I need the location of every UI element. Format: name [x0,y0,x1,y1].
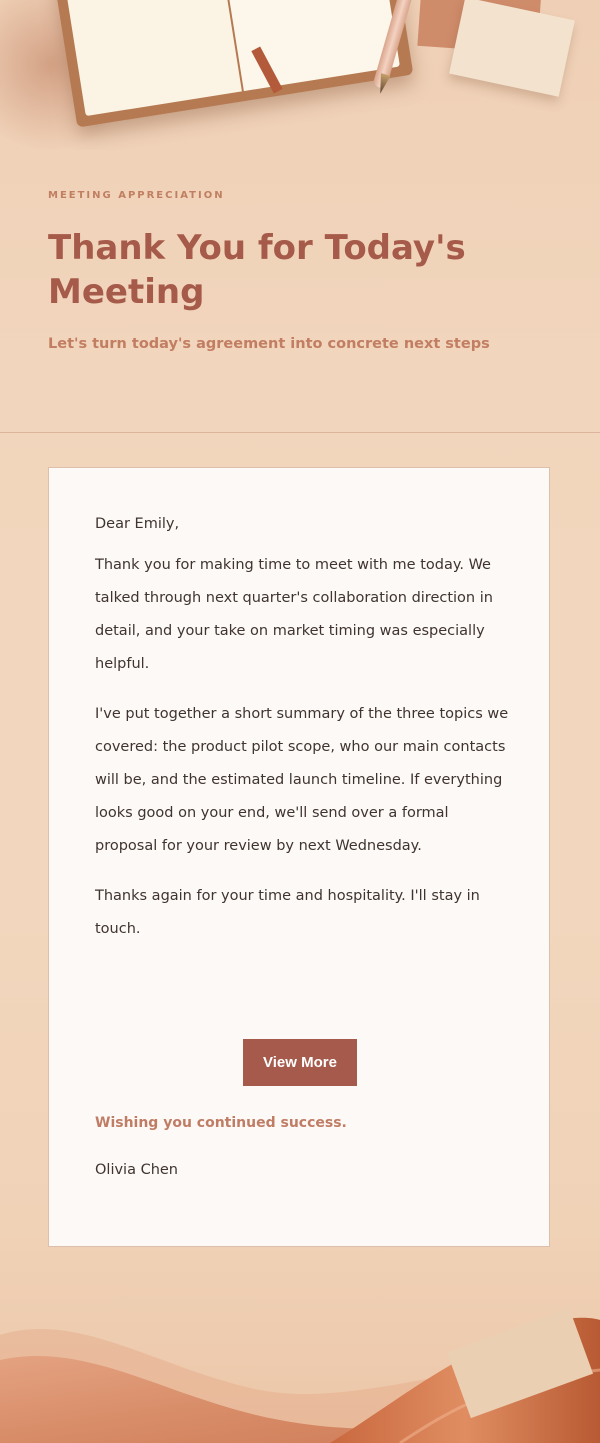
letter-card [48,467,550,1247]
letter-body [95,516,509,946]
notebook-right-page [219,0,399,91]
subtitle: Let's turn today's agreement into concrete next steps [48,336,490,352]
page-title: Thank You for Today's Meeting [48,228,466,312]
closing-line: Wishing you continued success. [95,1115,347,1131]
eyebrow-label: MEETING APPRECIATION [48,190,225,201]
paragraph: I've put together a short summary of the three topics we covered: the product pilot scope, who our main contacts will be, and the estimated launch timeline. If everything looks good on your end, we'll send over a formal proposal for your review by next Wednesday. [95,706,509,854]
paragraph: Thank you for making time to meet with me today. We talked through next quarter's collaboration direction in detail, and your take on market timing was especially helpful. [95,557,493,672]
email-header [48,190,548,352]
header-photo [0,0,600,150]
view-more-button[interactable]: View More [243,1039,357,1086]
notebook-left-page [61,0,241,116]
signature: Olivia Chen [95,1162,178,1178]
paragraph: Thanks again for your time and hospitality. I'll stay in touch. [95,888,480,937]
divider [0,432,600,433]
greeting: Dear Emily, [95,516,180,532]
notebook-image [51,0,414,128]
footer-photo [0,1280,600,1443]
paper-card [449,0,575,97]
